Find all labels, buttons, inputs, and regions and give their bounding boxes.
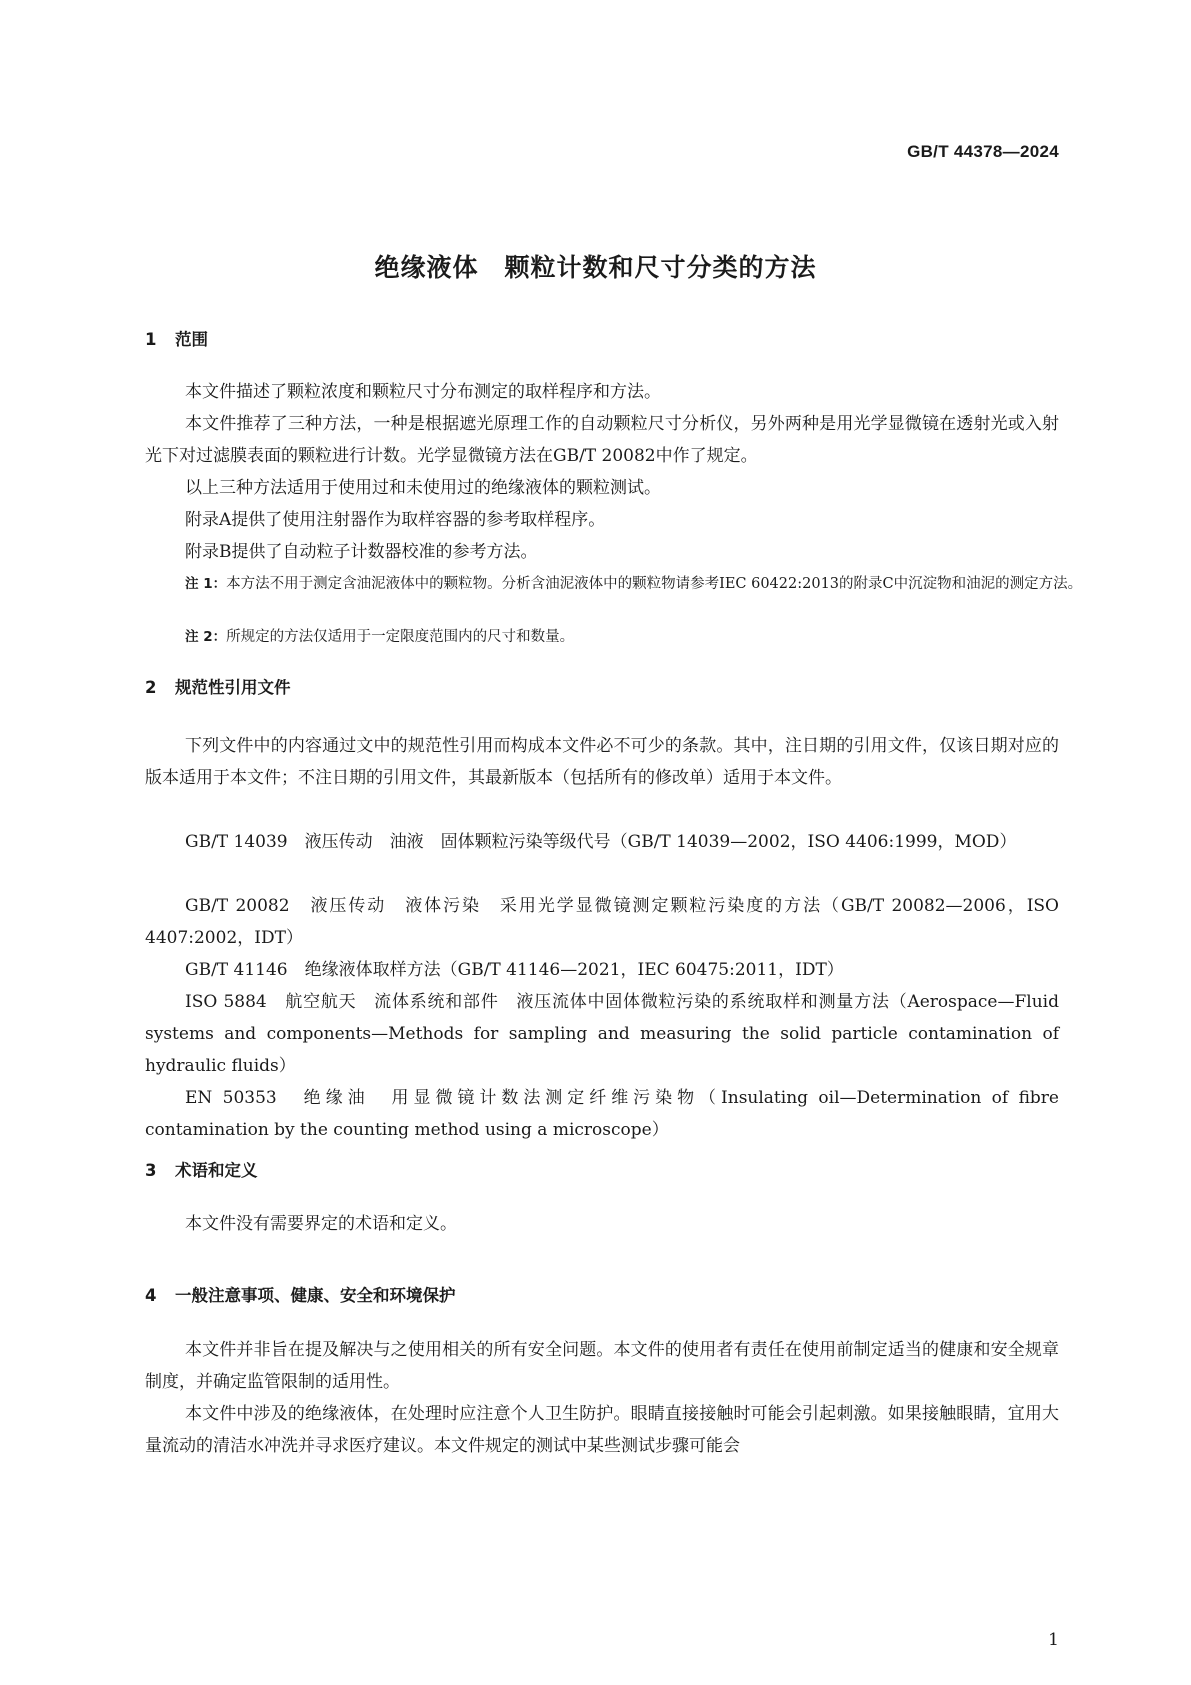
section-number: 1	[145, 330, 157, 349]
section-title: 术语和定义	[175, 1161, 258, 1180]
paragraph: 本文件没有需要界定的术语和定义。	[185, 1214, 457, 1234]
reference-entry: GB/T 14039 液压传动 油液 固体颗粒污染等级代号（GB/T 14039—2002，ISO 4406:1999，MOD）	[185, 832, 1017, 852]
section-number: 3	[145, 1161, 157, 1180]
section-title: 一般注意事项、健康、安全和环境保护	[175, 1286, 456, 1305]
reference-entry: GB/T 41146 绝缘液体取样方法（GB/T 41146—2021，IEC 60475:2011，IDT）	[185, 960, 844, 980]
section-heading-safety	[145, 1282, 456, 1306]
paragraph: 本文件中涉及的绝缘液体，在处理时应注意个人卫生防护。眼睛直接接触时可能会引起刺激。如果接触眼睛，宜用大量流动的清洁水冲洗并寻求医疗建议。本文件规定的测试中某些测试步骤可能会	[145, 1404, 1059, 1456]
section-title: 规范性引用文件	[175, 678, 291, 697]
note-text: 所规定的方法仅适用于一定限度范围内的尺寸和数量。	[226, 629, 575, 645]
note	[185, 571, 1106, 597]
paragraph: 本文件描述了颗粒浓度和颗粒尺寸分布测定的取样程序和方法。	[185, 382, 661, 402]
page-number: 1	[1048, 1630, 1059, 1650]
note-label: 注 2：	[185, 629, 227, 645]
reference-entry: GB/T 20082 液压传动 液体污染 采用光学显微镜测定颗粒污染度的方法（GB/T 20082—2006，ISO 4407:2002，IDT）	[145, 896, 1059, 948]
section-title: 范围	[175, 330, 208, 349]
standard-number: GB/T 44378—2024	[907, 142, 1059, 161]
note-text: 本方法不用于测定含油泥液体中的颗粒物。分析含油泥液体中的颗粒物请参考IEC 60422:2013的附录C中沉淀物和油泥的测定方法。	[226, 576, 1083, 592]
paragraph: 本文件并非旨在提及解决与之使用相关的所有安全问题。本文件的使用者有责任在使用前制定适当的健康和安全规章制度，并确定监管限制的适用性。	[145, 1340, 1059, 1392]
paragraph: 附录B提供了自动粒子计数器校准的参考方法。	[185, 542, 538, 562]
paragraph: 以上三种方法适用于使用过和未使用过的绝缘液体的颗粒测试。	[185, 478, 661, 498]
paragraph: 下列文件中的内容通过文中的规范性引用而构成本文件必不可少的条款。其中，注日期的引用文件，仅该日期对应的版本适用于本文件；不注日期的引用文件，其最新版本（包括所有的修改单）适用于本文件。	[145, 736, 1059, 788]
section-heading-normative-references	[145, 674, 291, 698]
note	[185, 624, 1106, 650]
section-heading-terms	[145, 1157, 258, 1181]
section-number: 4	[145, 1286, 157, 1305]
document-title: 绝缘液体 颗粒计数和尺寸分类的方法	[374, 253, 817, 282]
paragraph: 本文件推荐了三种方法，一种是根据遮光原理工作的自动颗粒尺寸分析仪，另外两种是用光学显微镜在透射光或入射光下对过滤膜表面的颗粒进行计数。光学显微镜方法在GB/T 20082中作了规定。	[145, 414, 1059, 466]
section-heading-scope	[145, 326, 208, 350]
reference-entry: ISO 5884 航空航天 流体系统和部件 液压流体中固体微粒污染的系统取样和测量方法（Aerospace—Fluid systems and components—Methods for sampling and measuring the solid particle contamination of hydraulic fluids）	[145, 992, 1059, 1076]
note-label: 注 1：	[185, 576, 227, 592]
section-number: 2	[145, 678, 157, 697]
paragraph: 附录A提供了使用注射器作为取样容器的参考取样程序。	[185, 510, 606, 530]
reference-entry: EN 50353 绝缘油 用显微镜计数法测定纤维污染物（Insulating oil—Determination of fibre contamination by the counting method using a microscope）	[145, 1088, 1059, 1140]
